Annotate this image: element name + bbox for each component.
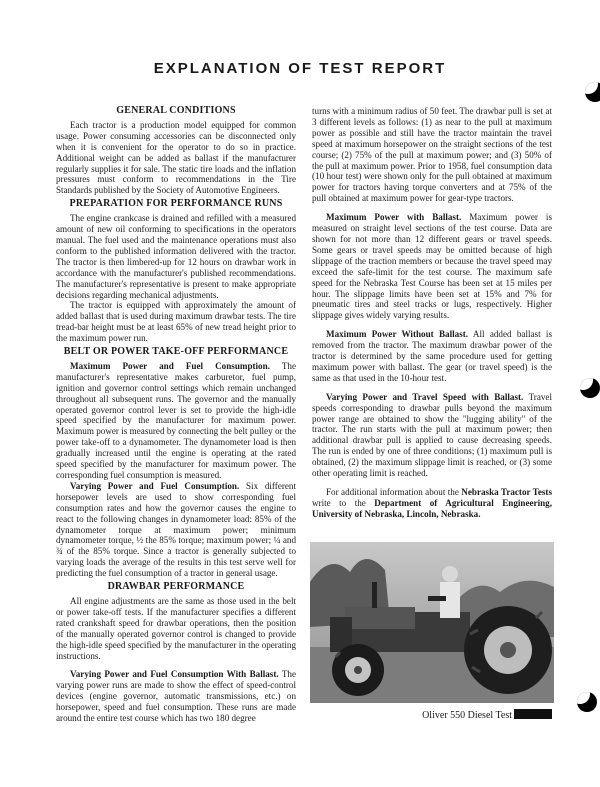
binder-mark-bottom — [577, 692, 597, 712]
info-text-start: For additional information about the — [326, 487, 462, 497]
belt-varying-power-paragraph — [56, 481, 296, 579]
department-address: Department of Agricultural Engineering, University of Nebraska, Lincoln, Nebraska. — [312, 497, 552, 519]
info-text-mid: write to the — [312, 497, 375, 508]
belt-pto-heading: BELT OR POWER TAKE-OFF PERFORMANCE — [63, 346, 289, 358]
photo-caption — [312, 709, 552, 721]
max-power-no-ballast-paragraph — [312, 329, 552, 384]
tractor-photo-drawing — [310, 542, 554, 703]
max-power-ballast-run-head: Maximum Power with Ballast. — [326, 212, 462, 223]
varying-speed-run-head: Varying Power and Travel Speed with Ballast. — [326, 391, 524, 402]
belt-max-power-text: The manufacturer's representative makes carburetor, fuel pump, ignition and governor control settings which remain unchanged throughout all subsequent runs. The governor and the manually operated governor control lever is set to provide the high-idle speed specified by the manufacturer for maximum power. Maximum power is measured by connecting the belt pulley or the power take-off to a dynamometer. The dynamometer load is then gradually increased until the engine is operating at the rated speed specified by the manufacturer for maximum power. The corresponding fuel consumption is measured. — [56, 360, 296, 480]
preparation-paragraph-2: The tractor is equipped with approximately the amount of added ballast that is used during maximum drawbar tests. The tire tread-bar height must be at least 65% of new tread height prior to the maximum power run. — [56, 300, 296, 344]
max-power-ballast-text: Maximum power is measured on straight level sections of the test course. Data are shown for not more than 12 different gears or travel speeds. Some gears or travel speeds may be omitted because of high slippage of the traction members or because the travel speed may exceed the safe-limit for the test course. The maximum safe speed for the Nebraska Test Course has been set at 15 miles per hour. The slippage limits have been set at 15% and 7% for pneumatic tires and steel tracks or lugs, respectively. Higher slippage gives widely varying results. — [312, 212, 552, 321]
drawbar-varying-text: The varying power runs are made to show the effect of speed-control devices (engine governor, automatic transmissions, etc.) on horsepower, speed and fuel consumption. These runs are made around the entire test course which has two 180 degree — [56, 669, 296, 724]
right-column — [312, 106, 552, 520]
belt-varying-power-run-head: Varying Power and Fuel Consumption. — [70, 480, 240, 491]
varying-speed-text: Travel speeds corresponding to drawbar pulls beyond the maximum power range are obtained to show the "lugging ability" of the tractor. The run starts with the pull at maximum power; then additional drawbar pull is applied to cause decreasing speeds. The run is ended by one of three conditions; (1) maximum pull is obtained, (2) the maximum slippage limit is reached, or (3) some other operating limit is reached. — [312, 391, 552, 479]
nebraska-tests-name: Nebraska Tractor Tests — [461, 487, 552, 497]
belt-max-power-run-head: Maximum Power and Fuel Consumption. — [70, 360, 270, 371]
caption-text: Oliver 550 Diesel Test — [422, 710, 512, 721]
preparation-paragraph-1: The engine crankcase is drained and refilled with a measured amount of new oil conforming to specifications in the operators manual. The fuel used and the maintenance operations must also conform to the published information delivered with the tractor. The tractor is then limbered-up for 12 hours on drawbar work in accordance with the manufacturer's published recommendations. The manufacturer's representative is present to make appropriate decisions regarding mechanical adjustments. — [56, 213, 296, 300]
varying-speed-paragraph — [312, 392, 552, 479]
max-power-no-ballast-run-head: Maximum Power Without Ballast. — [326, 329, 469, 340]
page-title: EXPLANATION OF TEST REPORT — [153, 60, 447, 77]
tractor-photo — [310, 542, 554, 703]
binder-mark-top — [585, 82, 600, 102]
max-power-no-ballast-text: All added ballast is removed from the tractor. The maximum drawbar power of the tractor is determined by the same procedure used for getting maximum power with ballast. The gear (or travel speed) is the same as that used in the 10-hour test. — [312, 329, 552, 383]
belt-varying-power-text: Six different horsepower levels are used to show corresponding fuel consumption rates and how the governor causes the engine to react to the following changes in dynamometer load: 85% of the dynamometer torque at maximum power; minimum dynamometer torque, ½ the 85% torque; maximum power; ¼ and ¾ of the 85% torque. Since a tractor is generally subjected to varying loads the average of the results in this test serve well for predicting the fuel consumption of a tractor in general usage. — [56, 480, 296, 579]
redaction-bar — [514, 709, 552, 719]
preparation-heading: PREPARATION FOR PERFORMANCE RUNS — [69, 198, 283, 210]
left-column — [56, 106, 296, 724]
drawbar-heading: DRAWBAR PERFORMANCE — [107, 581, 245, 593]
drawbar-paragraph-1: All engine adjustments are the same as those used in the belt or power take-off tests. If the manufacturer specifies a different rated crankshaft speed for drawbar operations, then the position of the manually operated governor control is changed to provide the high-idle speed specified by the manufacturer in the operating instructions. — [56, 595, 296, 661]
drawbar-varying-paragraph — [56, 669, 296, 724]
binder-mark-middle — [580, 378, 600, 398]
belt-max-power-paragraph — [56, 361, 296, 481]
continued-paragraph: turns with a minimum radius of 50 feet. The drawbar pull is set at 3 different levels as follows: (1) as near to the pull at maximum power as possible and still have the tractor maintain the travel speed at maximum horsepower on the straight sections of the test course; (2) 75% of the pull at maximum power; and (3) 50% of the pull at maximum power. Prior to 1958, fuel consumption data (10 hour test) were shown only for the pull obtained at maximum power for tractors having torque converters and at 75% of the pull obtained at maximum power for gear-type tractors. — [312, 106, 552, 204]
max-power-ballast-paragraph — [312, 212, 552, 321]
general-conditions-paragraph: Each tractor is a production model equipped for common usage. Power consuming accessories can be disconnected only when it is convenient for the operator to do so in practice. Additional weight can be added as ballast if the manufacturer regularly supplies it for sale. The static tire loads and the inflation pressures must conform to recommendations in the Tire Standards published by the Society of Automotive Engineers. — [56, 119, 296, 196]
additional-info-paragraph — [312, 487, 552, 520]
general-conditions-heading: GENERAL CONDITIONS — [116, 105, 236, 116]
drawbar-varying-run-head: Varying Power and Fuel Consumption With Ballast. — [70, 669, 279, 680]
